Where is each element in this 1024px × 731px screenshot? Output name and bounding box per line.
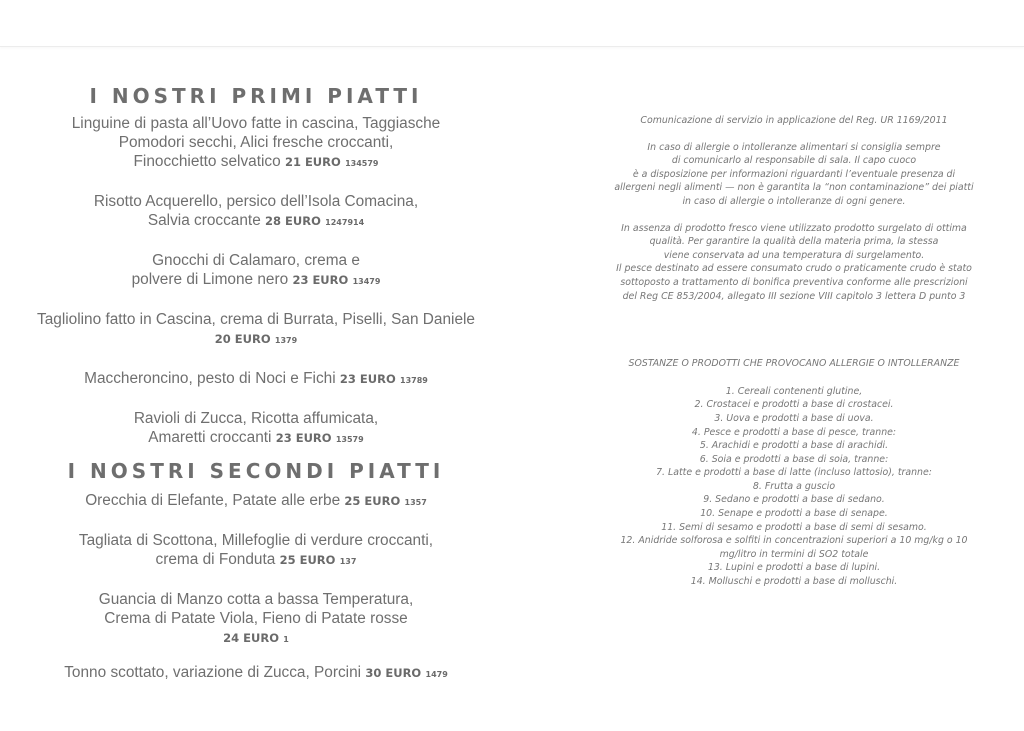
dish-price: 23 EURO (292, 273, 349, 287)
allergen-codes: 13579 (335, 435, 364, 444)
notice-column (580, 114, 1008, 589)
dish-price: 25 EURO (344, 494, 401, 508)
dish-item (0, 491, 512, 512)
primi-title: I NOSTRI PRIMI PIATTI (89, 84, 423, 108)
dish-item (0, 192, 512, 232)
allergen-codes: 13479 (352, 277, 381, 286)
allergen-codes: 1 (283, 635, 289, 644)
dish-price: 20 EURO (214, 332, 271, 346)
dish-name: Amaretti croccanti (148, 429, 272, 446)
dish-name: Salvia croccante (147, 212, 261, 229)
notice-title: Comunicazione di servizio in applicazione del Reg. UR 1169/2011 (640, 115, 948, 126)
notice-paragraph-allergies (580, 141, 1008, 209)
dish-item (0, 369, 512, 390)
notice-line: sottoposto a trattamento di bonifica preventiva conforme alle prescrizioni (620, 276, 968, 288)
dish-line: Guancia di Manzo cotta a bassa Temperatura, (98, 591, 414, 608)
dish-line: Tagliata di Scottona, Millefoglie di verdure croccanti, (78, 532, 434, 549)
allergen-codes: 13789 (400, 376, 428, 385)
dish-line (0, 550, 512, 571)
dish-name: crema di Fonduta (155, 551, 276, 568)
dish-price: 30 EURO (365, 666, 422, 680)
dish-line (0, 369, 512, 390)
allergen-item: 2. Crostacei e prodotti a base di crostacei. (694, 399, 894, 411)
dish-item (0, 310, 512, 350)
allergen-codes: 1479 (425, 670, 448, 679)
dish-price: 25 EURO (279, 553, 336, 567)
allergen-list-title: SOSTANZE O PRODOTTI CHE PROVOCANO ALLERGIE O INTOLLERANZE (628, 358, 960, 370)
allergen-item: 3. Uova e prodotti a base di uova. (714, 412, 874, 424)
dish-item (0, 251, 512, 291)
dish-line (0, 491, 512, 512)
allergen-item: 11. Semi di sesamo e prodotti a base di semi di sesamo. (661, 521, 927, 533)
dish-price: 21 EURO (284, 155, 341, 169)
secondi-title: I NOSTRI SECONDI PIATTI (67, 459, 445, 483)
notice-line: allergeni negli alimenti — non è garantita la “non contaminazione” dei piatti (614, 182, 974, 194)
allergen-item: 4. Pesce e prodotti a base di pesce, tranne: (691, 426, 897, 438)
dish-name: Finocchietto selvatico (133, 153, 281, 170)
dish-item (0, 663, 512, 684)
dish-line: Tagliolino fatto in Cascina, crema di Burrata, Piselli, San Daniele (37, 311, 475, 328)
dish-line: Gnocchi di Calamaro, crema e (152, 252, 360, 269)
notice-line: del Reg CE 853/2004, allegato III sezione VIII capitolo 3 lettera D punto 3 (622, 290, 966, 302)
allergen-item: 10. Senape e prodotti a base di senape. (700, 508, 888, 520)
notice-line: In caso di allergie o intolleranze alimentari si consiglia sempre (647, 141, 941, 153)
dish-item (0, 531, 512, 571)
dish-line (0, 663, 512, 684)
allergen-codes: 1357 (404, 498, 427, 507)
notice-line: viene conservata ad una temperatura di surgelamento. (663, 249, 925, 261)
dish-price: 28 EURO (265, 214, 321, 228)
notice-line: è a disposizione per informazioni riguardanti l’eventuale presenza di (632, 168, 956, 180)
allergen-codes: 1247914 (325, 218, 365, 227)
allergen-codes: 134579 (345, 159, 379, 168)
allergen-item: 8. Frutta a guscio (752, 480, 836, 492)
allergen-item: 13. Lupini e prodotti a base di lupini. (707, 562, 881, 574)
dish-line (0, 270, 512, 291)
notice-line: di comunicarlo al responsabile di sala. Il capo cuoco (671, 155, 917, 167)
allergen-list (580, 385, 1008, 589)
dish-item (0, 114, 512, 173)
notice-line: qualità. Per garantire la qualità della materia prima, la stessa (649, 236, 939, 248)
dish-line: Risotto Acquerello, persico dell’Isola Comacina, (93, 193, 419, 210)
menu-column (0, 84, 512, 703)
notice-line: In assenza di prodotto fresco viene utilizzato prodotto surgelato di ottima (621, 222, 967, 234)
top-bar (0, 0, 1024, 47)
dish-line (0, 428, 512, 449)
dish-line: Ravioli di Zucca, Ricotta affumicata, (133, 410, 379, 427)
dish-price: 23 EURO (275, 431, 332, 445)
notice-line: in caso di allergie o intolleranze di ogni genere. (682, 195, 906, 207)
allergen-item: 14. Molluschi e prodotti a base di molluschi. (690, 576, 898, 588)
dish-line: Crema di Patate Viola, Fieno di Patate rosse (104, 610, 408, 627)
dish-item (0, 409, 512, 449)
dish-name: Orecchia di Elefante, Patate alle erbe (85, 492, 341, 509)
allergen-item: 7. Latte e prodotti a base di latte (incluso lattosio), tranne: (656, 467, 932, 479)
allergen-item: 5. Arachidi e prodotti a base di arachidi. (699, 440, 889, 452)
notice-paragraph-frozen (580, 222, 1008, 304)
dish-line (0, 628, 512, 649)
allergen-codes: 137 (339, 557, 357, 566)
allergen-item: 9. Sedano e prodotti a base di sedano. (703, 494, 885, 506)
allergen-item: 12. Anidride solforosa e solfiti in concentrazioni superiori a 10 mg/kg o 10 (620, 535, 968, 547)
allergen-item: 6. Soia e prodotti a base di soia, tranne: (699, 453, 889, 465)
dish-line (0, 211, 512, 232)
allergen-item: mg/litro in termini di SO2 totale (719, 548, 869, 560)
notice-line: Il pesce destinato ad essere consumato crudo o praticamente crudo è stato (616, 263, 972, 275)
dish-name: polvere di Limone nero (131, 271, 289, 288)
dish-item (0, 590, 512, 649)
dish-line (0, 329, 512, 350)
dish-price: 24 EURO (223, 631, 279, 645)
dish-name: Tonno scottato, variazione di Zucca, Porcini (64, 664, 362, 681)
dish-line: Linguine di pasta all’Uovo fatte in cascina, Taggiasche (71, 115, 441, 132)
allergen-item: 1. Cereali contenenti glutine, (725, 385, 863, 397)
dish-price: 23 EURO (339, 372, 396, 386)
dish-line: Pomodori secchi, Alici fresche croccanti, (118, 134, 394, 151)
allergen-codes: 1379 (274, 336, 298, 345)
dish-line (0, 152, 512, 173)
dish-name: Maccheroncino, pesto di Noci e Fichi (84, 370, 336, 387)
